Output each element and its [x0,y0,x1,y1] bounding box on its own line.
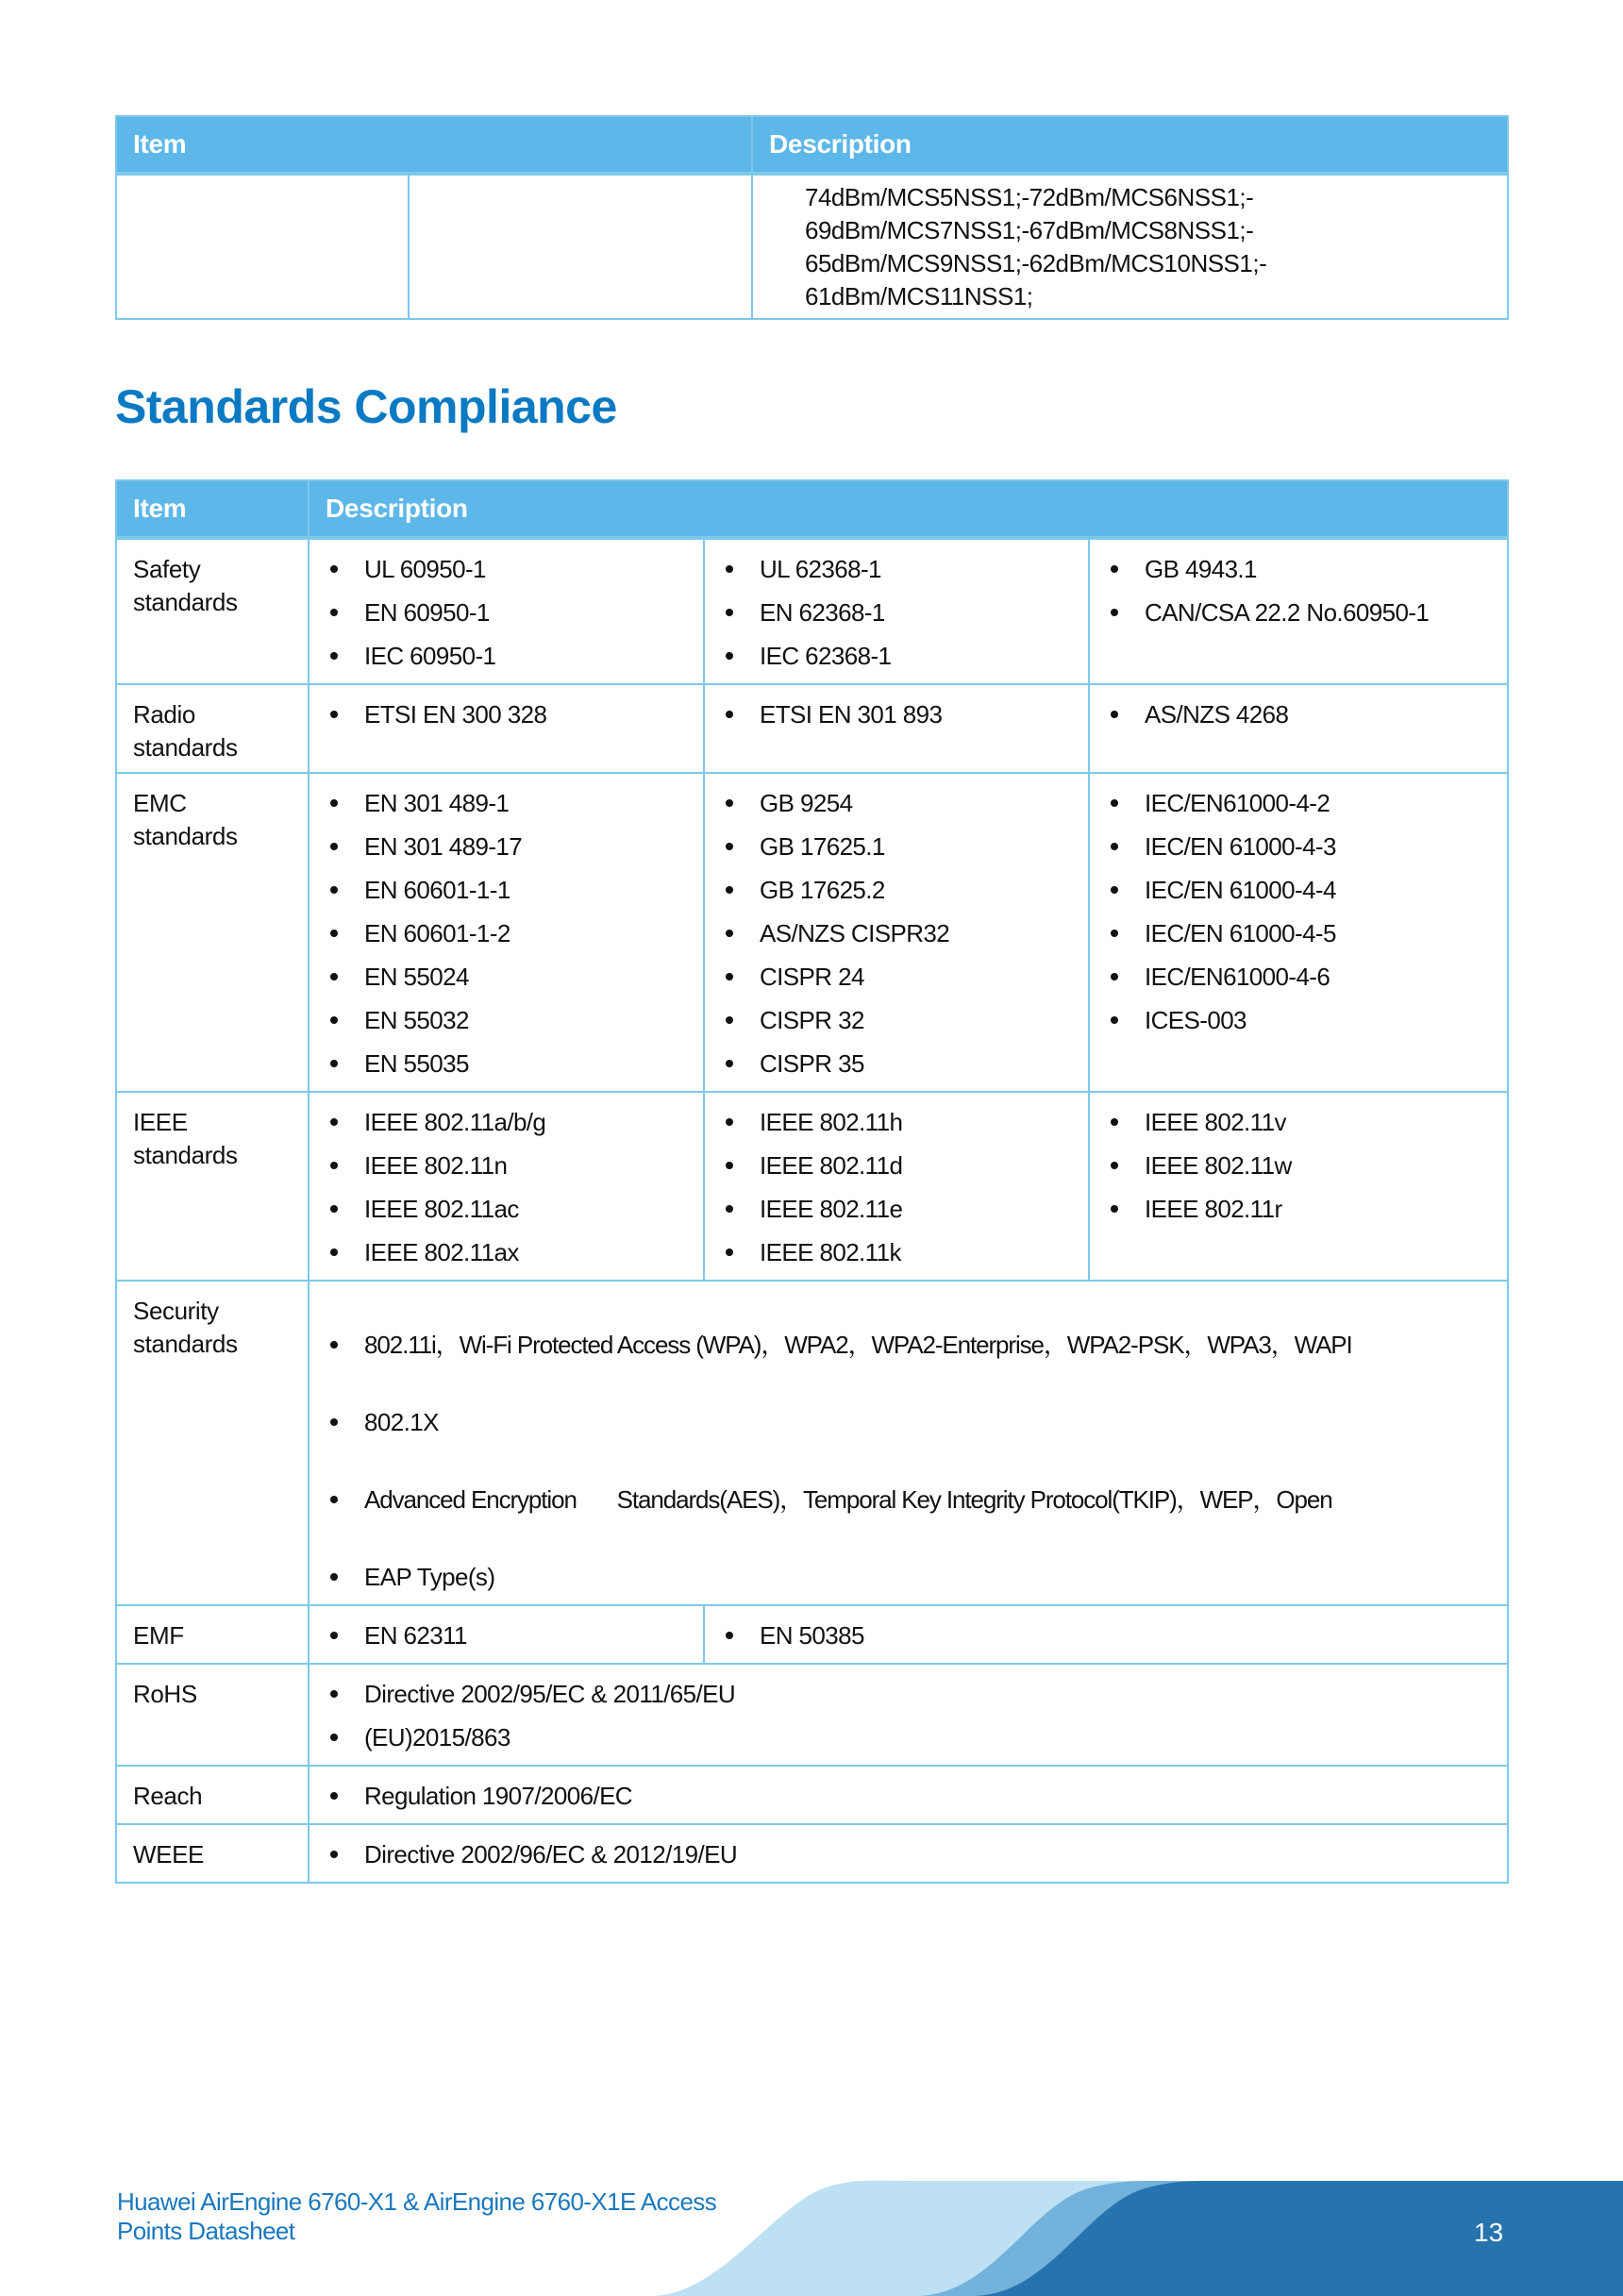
standard-item: EN 55032 [310,998,703,1042]
standards-cell [704,1605,1508,1664]
standard-item: IEC/EN 61000-4-4 [1090,868,1507,912]
description-line: 61dBm/MCS11NSS1; [805,282,1033,310]
item-label: standards [133,1141,238,1169]
standard-item: ETSI EN 300 328 [310,693,703,736]
item-label: standards [133,733,238,762]
standard-item: IEC 60950-1 [310,634,703,678]
standards-cell [309,538,704,684]
standard-item: IEEE 802.11ac [310,1187,703,1231]
item-cell [116,1281,309,1605]
item-label: Safety [133,555,201,583]
standards-cell [309,773,704,1092]
standards-cell [704,538,1089,684]
item-label: Security [133,1297,219,1325]
standard-item: IEEE 802.11a/b/g [310,1100,703,1144]
description-line: 74dBm/MCS5NSS1;-72dBm/MCS6NSS1;- [805,183,1254,211]
standard-item: IEC/EN 61000-4-3 [1090,825,1507,868]
item-cell [116,1092,309,1281]
standard-item: GB 9254 [705,781,1088,825]
standard-item: Directive 2002/96/EC & 2012/19/EU [310,1833,1507,1876]
item-cell [116,538,309,684]
standards-cell [704,773,1089,1092]
row-weee [116,1824,1508,1883]
row-safety [116,538,1508,684]
standard-item: AS/NZS 4268 [1090,693,1507,736]
standard-item: EN 301 489-1 [310,781,703,825]
row-emf [116,1605,1508,1664]
standard-item: EN 62368-1 [705,591,1088,634]
standard-item: IEEE 802.11ax [310,1231,703,1274]
standard-item: EN 60950-1 [310,591,703,634]
item-label: standards [133,822,238,850]
standard-item: CISPR 35 [705,1042,1088,1085]
standard-item: IEEE 802.11n [310,1144,703,1187]
standard-item: ETSI EN 301 893 [705,693,1088,736]
standard-item: ICES-003 [1090,998,1507,1042]
description-cell [752,174,1508,319]
standard-item: EN 55024 [310,955,703,998]
standard-item: 802.11i，Wi-Fi Protected Access (WPA)，WPA2，WPA2-Enterprise，WPA2-PSK，WPA3，WAPI [310,1323,1507,1366]
standards-compliance-table [115,479,1509,1884]
item-label: Radio [133,700,195,729]
standard-item: IEEE 802.11w [1090,1144,1507,1187]
standard-item: IEEE 802.11h [705,1100,1088,1144]
standard-item: 802.1X [310,1400,1507,1444]
standard-item: UL 62368-1 [705,547,1088,591]
item-label: RoHS [133,1680,197,1708]
standards-cell [309,1664,1508,1766]
item-cell [116,1766,309,1824]
item-label: WEEE [133,1840,204,1869]
continued-spec-table [115,115,1509,320]
standard-item: EAP Type(s) [310,1555,1507,1599]
standard-item: IEC/EN61000-4-2 [1090,781,1507,825]
item-label: Reach [133,1782,203,1810]
item-label: EMC [133,789,187,817]
standards-cell [309,684,704,773]
header-description: Description [309,480,1508,538]
footer-doc-title-line: Points Datasheet [117,2217,295,2245]
item-cell [116,773,309,1092]
standard-item: GB 4943.1 [1090,547,1507,591]
standard-item: (EU)2015/863 [310,1716,1507,1759]
standard-item: CISPR 24 [705,955,1088,998]
standard-item: EN 50385 [705,1614,1507,1657]
standard-item: IEC/EN 61000-4-5 [1090,912,1507,955]
standards-cell [309,1824,1508,1883]
row-rohs [116,1664,1508,1766]
standard-item: AS/NZS CISPR32 [705,912,1088,955]
standard-item: IEEE 802.11v [1090,1100,1507,1144]
item-label: EMF [133,1621,184,1650]
standards-cell [1089,773,1508,1092]
standard-item: CAN/CSA 22.2 No.60950-1 [1090,591,1507,634]
standard-item: EN 60601-1-2 [310,912,703,955]
continued-description [753,176,1507,313]
standard-item: GB 17625.1 [705,825,1088,868]
standard-item: EN 62311 [310,1614,703,1657]
header-item: Item [116,116,752,174]
standard-item: IEC/EN61000-4-6 [1090,955,1507,998]
standards-cell [309,1092,704,1281]
item-cell [116,1605,309,1664]
standard-item: IEEE 802.11d [705,1144,1088,1187]
row-emc [116,773,1508,1092]
standard-item: UL 60950-1 [310,547,703,591]
row-radio [116,684,1508,773]
standard-item: IEEE 802.11e [705,1187,1088,1231]
row-reach [116,1766,1508,1824]
item-cell [116,1664,309,1766]
standards-cell [704,1092,1089,1281]
standard-item: Regulation 1907/2006/EC [310,1774,1507,1818]
item-cell [116,1824,309,1883]
standards-cell [309,1281,1508,1605]
description-line: 69dBm/MCS7NSS1;-67dBm/MCS8NSS1;- [805,216,1254,244]
row-security [116,1281,1508,1605]
standard-item: CISPR 32 [705,998,1088,1042]
empty-subitem-cell [409,174,752,319]
item-label: standards [133,1330,238,1358]
standard-item: IEEE 802.11r [1090,1187,1507,1231]
empty-item-cell [116,174,409,319]
standards-cell [704,684,1089,773]
standards-cell [1089,684,1508,773]
row-ieee [116,1092,1508,1281]
standards-cell [1089,1092,1508,1281]
section-title: Standards Compliance [115,380,617,433]
standard-item: EN 55035 [310,1042,703,1085]
standards-cell [309,1605,704,1664]
page-number: 13 [1474,2218,1504,2247]
item-label: IEEE [133,1108,188,1136]
header-item: Item [116,480,309,538]
standard-item: GB 17625.2 [705,868,1088,912]
footer-doc-title-line: Huawei AirEngine 6760-X1 & AirEngine 6760-X1E Access [117,2187,717,2216]
item-cell [116,684,309,773]
description-line: 65dBm/MCS9NSS1;-62dBm/MCS10NSS1;- [805,249,1267,277]
header-description: Description [752,116,1508,174]
item-label: standards [133,588,238,616]
standard-item: IEC 62368-1 [705,634,1088,678]
standard-item: IEEE 802.11k [705,1231,1088,1274]
standard-item: EN 60601-1-1 [310,868,703,912]
footer-doc-title [117,2187,716,2246]
standards-cell [309,1766,1508,1824]
standard-item: EN 301 489-17 [310,825,703,868]
standard-item: Advanced Encryption Standards(AES)，Temporal Key Integrity Protocol(TKIP)，WEP，Open [310,1478,1507,1521]
standard-item: Directive 2002/95/EC & 2011/65/EU [310,1672,1507,1716]
standards-cell [1089,538,1508,684]
